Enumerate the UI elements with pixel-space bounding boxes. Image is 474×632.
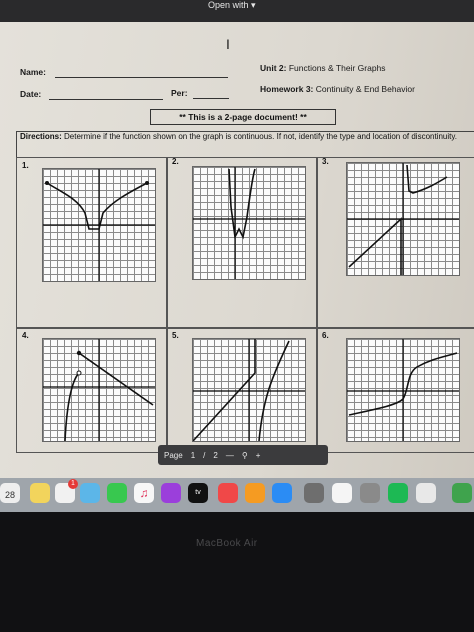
graph-2: [192, 166, 306, 280]
graph-4: [42, 338, 156, 442]
zoom-in-button[interactable]: +: [255, 450, 261, 460]
photos-icon[interactable]: [332, 483, 352, 503]
directions-label: Directions:: [20, 132, 62, 141]
problem-number-5: 5.: [172, 331, 179, 340]
spotify-icon[interactable]: [388, 483, 408, 503]
unit-name: Functions & Their Graphs: [288, 63, 386, 73]
messages-icon[interactable]: [304, 483, 324, 503]
photo-booth-icon[interactable]: [80, 483, 100, 503]
calendar-day: 28: [4, 490, 15, 500]
books-icon[interactable]: [245, 483, 265, 503]
graph-1-curve: [43, 169, 155, 281]
laptop-bezel: [0, 512, 474, 632]
chevron-down-icon: ▾: [251, 0, 256, 10]
page-separator: /: [203, 450, 206, 460]
unit-title: [260, 63, 386, 73]
graph-5-curve: [193, 339, 305, 441]
date-label: Date:: [20, 89, 42, 99]
magnifier-icon[interactable]: ⚲: [241, 450, 248, 460]
facetime-icon[interactable]: [107, 483, 127, 503]
homework-number: Homework 3:: [260, 84, 314, 94]
date-field[interactable]: [49, 99, 163, 100]
homework-title: [260, 84, 415, 94]
zoom-out-button[interactable]: —: [225, 450, 234, 460]
per-label: Per:: [171, 88, 188, 98]
graph-1: [42, 168, 156, 282]
page-toolbar: [158, 445, 328, 465]
text-cursor-icon: I: [226, 36, 230, 52]
period-field[interactable]: [193, 98, 229, 99]
problem-number-3: 3.: [322, 157, 329, 166]
unit-number: Unit 2:: [260, 63, 287, 73]
graph-3-curve: [347, 163, 459, 275]
graph-6: [346, 338, 460, 442]
graph-6-curve: [347, 339, 459, 441]
calendar-icon[interactable]: [0, 483, 20, 503]
reminders-icon[interactable]: [55, 480, 75, 503]
app-store-icon[interactable]: [272, 483, 292, 503]
graph-2-curve: [193, 167, 305, 279]
apple-tv-icon[interactable]: tv: [188, 483, 208, 503]
page-total: 2: [213, 450, 218, 460]
name-field[interactable]: [55, 77, 228, 78]
problem-number-6: 6.: [322, 331, 329, 340]
page-current[interactable]: 1: [190, 450, 196, 460]
graph-3: [346, 162, 460, 276]
notes-icon[interactable]: [30, 483, 50, 503]
problem-number-4: 4.: [22, 331, 29, 340]
roblox-icon[interactable]: [416, 483, 436, 503]
homework-name: Continuity & End Behavior: [315, 84, 415, 94]
problem-number-1: 1.: [22, 161, 29, 170]
notification-badge: 1: [68, 479, 78, 489]
open-with-label: Open with: [208, 0, 249, 10]
graph-4-curve: [43, 339, 155, 441]
podcasts-icon[interactable]: [161, 483, 181, 503]
problem-number-2: 2.: [172, 157, 179, 166]
directions: [20, 132, 460, 141]
laptop-brand: MacBook Air: [196, 538, 258, 549]
directions-text: Determine if the function shown on the graph is continuous. If not, identify the type and location of discontinuity.: [64, 132, 458, 141]
graph-5: [192, 338, 306, 442]
page-label: Page: [164, 450, 183, 460]
two-page-banner: ** This is a 2-page document! **: [150, 109, 336, 125]
news-icon[interactable]: [218, 483, 238, 503]
chrome-icon[interactable]: [452, 483, 472, 503]
name-label: Name:: [20, 67, 46, 77]
system-preferences-icon[interactable]: [360, 483, 380, 503]
music-icon[interactable]: ♫: [134, 483, 154, 503]
open-with-button[interactable]: [208, 0, 256, 11]
